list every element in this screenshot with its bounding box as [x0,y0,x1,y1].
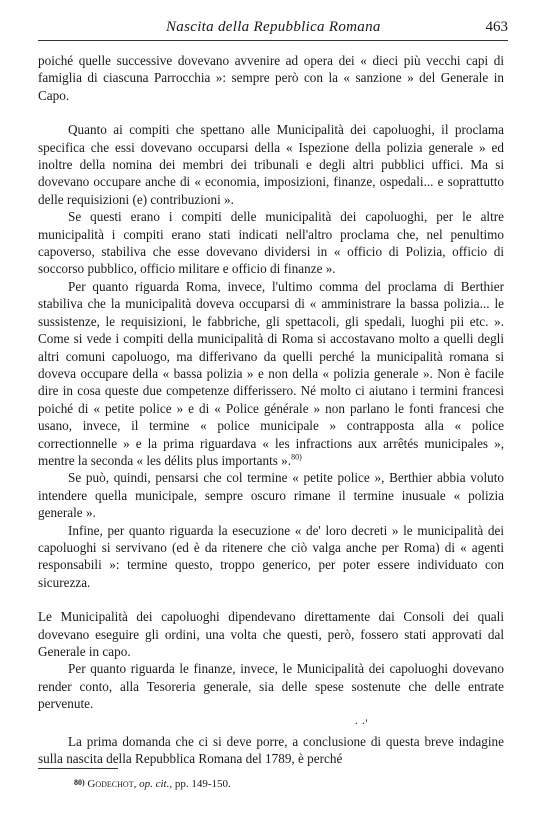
paragraph: Se questi erano i compiti delle municipalità dei capoluoghi, per le altre municipalità i compiti erano stati indicati nell'altro proclama che, nel penultimo capoverso, stabiliva che esse dovevano dividersi in « officio di Polizia, officio di soccorso pubblico, officio militare e officio di finanze ». [38,209,504,277]
paragraph: Le Municipalità dei capoluoghi dipendevano direttamente dai Consoli dei quali dovevano eseguire gli ordini, una volta che questi, però, fossero stati approvati dal Generale in capo. [38,609,504,659]
footnote-work: op. cit., [139,778,173,790]
paragraph: Per quanto riguarda le finanze, invece, le Municipalità dei capoluoghi dovevano render conto, alla Tesoreria generale, sia delle spese sostenute che delle entrate pervenute. [38,661,504,712]
paragraph: La prima domanda che ci si deve porre, a conclusione di questa breve indagine sulla nascita della Repubblica Romana del 1789, è perché [38,733,504,767]
footnote-marker: 80) [291,452,302,462]
footnote-author: Godechot, [87,778,137,790]
footnote [74,778,231,790]
footnote-pages: pp. 149-150. [174,778,231,790]
page-number: 463 [485,19,508,35]
running-title: Nascita della Repubblica Romana [166,19,381,35]
paragraph [38,278,504,469]
section-separator: · ·' [354,715,368,730]
paragraph-text: Per quanto riguarda Roma, invece, l'ultimo comma del proclama di Berthier stabiliva che la municipalità doveva occuparsi di « amministrare la bassa polizia... le sussistenze, le requisizioni, le fabbriche, gli spettacoli, gli spedali, luoghi pii etc. ». Come si vede i compiti della municipalità di Roma si accostavano molto a quelli degli altri comuni capoluogo, ma differivano da quelli perché la municipalità romana si doveva occupare della « bassa polizia » e non della « polizia generale ». Non è facile dire in cosa queste due competenze differissero. Né molto ci aiutano i termini francesi poiché di « petite police » e di « Police générale » non parlano le fonti francesi che usano, invece, il termine « police municipale » contrapposta alla « police correctionnelle » e la prima riguardava « les infractions aux arrêtés municipales », mentre la seconda « les délits plus importants ». [38,278,504,468]
footnote-rule [38,768,118,769]
paragraph: poiché quelle successive dovevano avvenire ad opera dei « dieci più vecchi capi di famiglia di ciascuna Parrocchia »: sempre però con la « sanzione » del Generale in Capo. [38,53,504,103]
page-body [38,52,504,767]
footnote-number: 80) [74,778,85,787]
paragraph: Infine, per quanto riguarda la esecuzione « de' loro decreti » le municipalità dei capoluoghi si servivano (ed è da ritenere che ciò valga anche per Roma) di « agenti responsabili »: termine questo, troppo generico, per poter essere individuato con sicurezza. [38,522,504,590]
running-header [38,14,508,41]
paragraph: Quanto ai compiti che spettano alle Municipalità dei capoluoghi, il proclama specifica che essi dovevano occuparsi della « Ispezione della polizia generale » ed inoltre della nomina dei membri dei tribunali e degli altri pubblici uffici. Ma si dovevano occupare anche di « economia, imposizioni, finanze, ospedali... e soprattutto delle requisizioni (e) contribuzioni ». [38,122,504,207]
paragraph: Se può, quindi, pensarsi che col termine « petite police », Berthier abbia voluto intendere quella municipale, sempre oscuro rimane il termine inusuale « polizia generale ». [38,470,504,521]
